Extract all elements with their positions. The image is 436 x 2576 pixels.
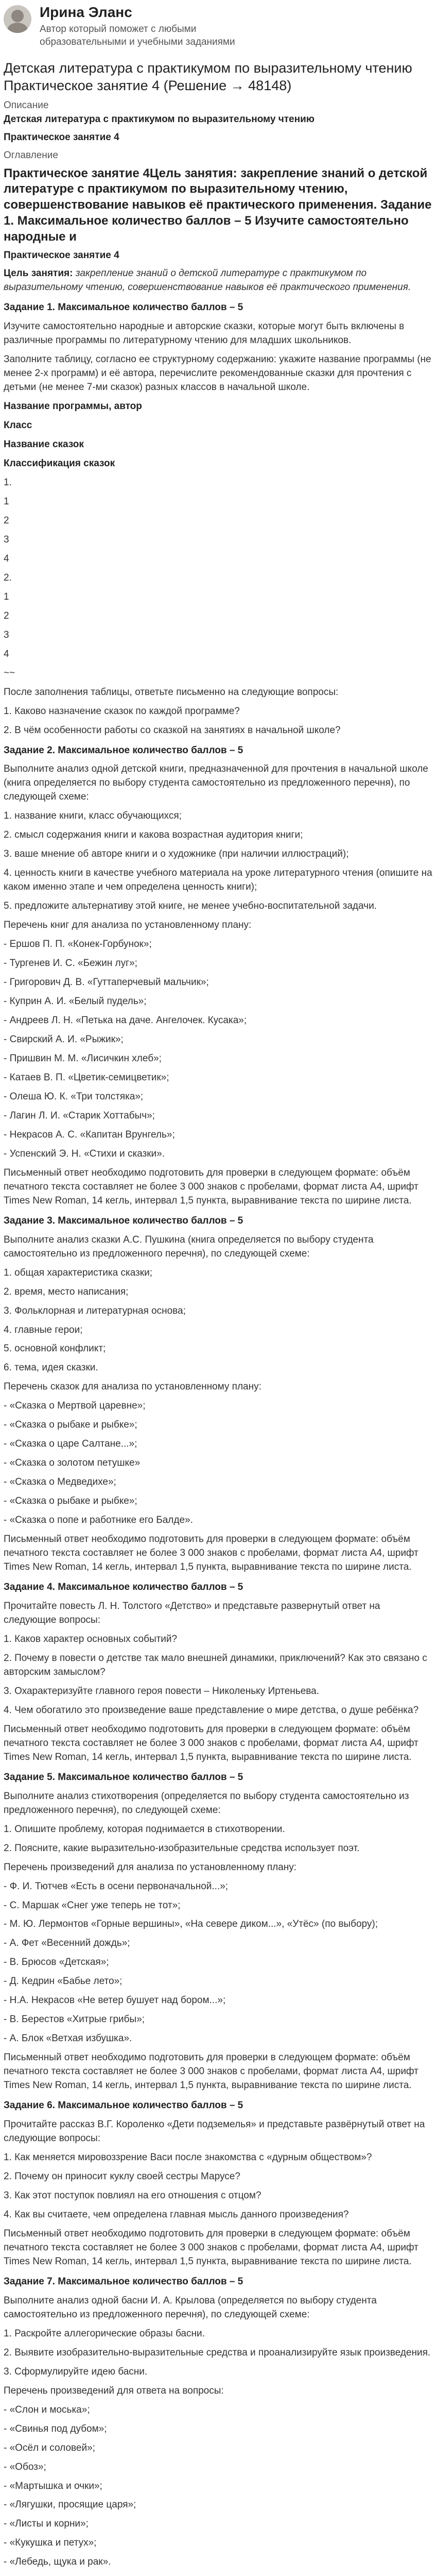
task-heading: Задание 5. Максимальное количество баллов – 5: [4, 1771, 243, 1783]
table-row-number: 3: [4, 629, 9, 640]
paragraph: 2. Почему в повести о детстве так мало внешней динамики, приключений? Как это связано с авторским замыслом?: [4, 1652, 427, 1677]
paragraph: - «Лебедь, щука и рак».: [4, 2556, 111, 2568]
paragraph: 4. Как вы считаете, чем определена главная мысль данного произведения?: [4, 2209, 349, 2220]
paragraph: Письменный ответ необходимо подготовить для проверки в следующем формате: объём печатного текста составляет не более 3 000 знаков с пробелами, формат листа А4, шрифт Times New Roman, 14 кегль, интервал 1,5 пункта, выравнивание текста по ширине листа.: [4, 1167, 418, 1206]
paragraph: - Катаев В. П. «Цветик-семицветик»;: [4, 1072, 169, 1083]
paragraph: Выполните анализ стихотворения (определяется по выбору студента самостоятельно из предложенного перечня), по следующей схеме:: [4, 1790, 409, 1816]
paragraph: - «Обоз»;: [4, 2461, 46, 2472]
table-row-number: 2: [4, 610, 9, 621]
paragraph: - «Осёл и соловей»;: [4, 2442, 95, 2453]
author-name[interactable]: Ирина Эланс: [40, 4, 132, 20]
paragraph: - «Сказка о рыбаке и рыбке»;: [4, 1496, 137, 1507]
task-heading: Задание 3. Максимальное количество баллов – 5: [4, 1215, 243, 1226]
paragraph: 2. Выявите изобразительно-выразительные средства и проанализируйте язык произведения.: [4, 2347, 431, 2358]
paragraph: Прочитайте повесть Л. Н. Толстого «Детство» и представьте развернутый ответ на следующие вопросы:: [4, 1601, 380, 1625]
lesson-title-2: Практическое занятие 4: [4, 250, 119, 261]
paragraph: 5. основной конфликт;: [4, 1343, 106, 1354]
paragraph: 1. Каков характер основных событий?: [4, 1633, 178, 1645]
table-column-label: Классификация сказок: [4, 457, 115, 469]
paragraph: 2. Поясните, какие выразительно-изобразительные средства использует поэт.: [4, 1842, 360, 1854]
paragraph: 3. Как этот поступок повлиял на его отношения с отцом?: [4, 2190, 261, 2201]
paragraph: 3. Сформулируйте идею басни.: [4, 2366, 148, 2377]
table-column-label: Класс: [4, 420, 32, 431]
paragraph: - А. Фет «Весенний дождь»;: [4, 1938, 130, 1949]
document-body: [4, 301, 432, 2576]
paragraph: Перечень произведений для анализа по установленному плану:: [4, 1861, 297, 1873]
paragraph: 1. Как меняется мировоззрение Васи после знакомства с «дурным обществом»?: [4, 2152, 372, 2163]
paragraph: - «Свинья под дубом»;: [4, 2423, 107, 2434]
paragraph: - Н.А. Некрасов «Не ветер бушует над бором...»;: [4, 1995, 226, 2006]
paragraph: - «Сказка о Мертвой царевне»;: [4, 1400, 146, 1412]
paragraph: 3. ваше мнение об авторе книги и о художнике (при наличии иллюстраций);: [4, 849, 349, 860]
paragraph: - Олеша Ю. К. «Три толстяка»;: [4, 1091, 144, 1102]
avatar[interactable]: [4, 5, 31, 33]
paragraph: - Тургенев И. С. «Бежин луг»;: [4, 958, 137, 969]
table-column-label: Название программы, автор: [4, 401, 142, 412]
paragraph: Письменный ответ необходимо подготовить для проверки в следующем формате: объём печатного текста составляет не более 3 000 знаков с пробелами, формат листа А4, шрифт Times New Roman, 14 кегль, интервал 1,5 пункта, выравнивание текста по ширине листа.: [4, 1723, 418, 1762]
goal-label: Цель занятия:: [4, 268, 73, 279]
paragraph: - «Сказка о царе Салтане...»;: [4, 1438, 137, 1450]
table-row-number: 1.: [4, 477, 12, 488]
paragraph: - Куприн А. И. «Белый пудель»;: [4, 996, 147, 1007]
description-label: Описание: [4, 99, 49, 111]
paragraph: 1. Раскройте аллегорические образы басни.: [4, 2328, 205, 2339]
table-row-number: 1: [4, 591, 9, 602]
table-row-number: ~~: [4, 667, 15, 679]
paragraph: После заполнения таблицы, ответьте письменно на следующие вопросы:: [4, 686, 339, 698]
paragraph: - «Сказка о Медведихе»;: [4, 1477, 116, 1488]
paragraph: - Григорович Д. В. «Гуттаперчевый мальчик»;: [4, 977, 209, 988]
subject-title: Детская литература с практикумом по выразительному чтению: [4, 113, 315, 125]
goal-text: закрепление знаний о детской литературе с практикумом по выразительному чтению, совершенствование навыков её практического применения.: [4, 268, 411, 293]
table-column-label: Название сказок: [4, 439, 84, 450]
author-info: [40, 3, 266, 48]
paragraph: Выполните анализ сказки А.С. Пушкина (книга определяется по выбору студента самостоятельно из предложенного перечня), по следующей схеме:: [4, 1234, 374, 1259]
paragraph: 2. смысл содержания книги и какова возрастная аудитория книги;: [4, 829, 303, 841]
paragraph: Перечень сказок для анализа по установленному плану:: [4, 1381, 261, 1393]
author-card[interactable]: [4, 3, 432, 54]
paragraph: - С. Маршак «Снег уже теперь не тот»;: [4, 1900, 181, 1911]
paragraph: Письменный ответ необходимо подготовить для проверки в следующем формате: объём печатного текста составляет не более 3 000 знаков с пробелами, формат листа А4, шрифт Times New Roman, 14 кегль, интервал 1,5 пункта, выравнивание текста по ширине листа.: [4, 1534, 418, 1573]
paragraph: 4. Чем обогатило это произведение ваше представление о мире детства, о душе ребёнка?: [4, 1704, 419, 1716]
paragraph: 1. Опишите проблему, которая поднимается в стихотворении.: [4, 1823, 285, 1835]
paragraph: - Ершов П. П. «Конек-Горбунок»;: [4, 939, 152, 950]
paragraph: Выполните анализ одной детской книги, предназначенной для прочтения в начальной школе (книга определяется по выбору студента самостоятельно из предложенного перечня), по следующей схеме:: [4, 764, 428, 803]
paragraph: - Свирский А. И. «Рыжик»;: [4, 1034, 124, 1045]
paragraph: - Ф. И. Тютчев «Есть в осени первоначальной...»;: [4, 1880, 229, 1892]
paragraph: 1. Каково назначение сказок по каждой программе?: [4, 705, 240, 717]
paragraph: Заполните таблицу, согласно ее структурному содержанию: укажите название программы (не менее 2-х программ) и её автора, перечислите рекомендованные сказки для прочтения с детьми (не менее 7-ми сказок) разных классов в начальной школе.: [4, 354, 431, 393]
paragraph: 3. Фольклорная и литературная основа;: [4, 1305, 186, 1316]
paragraph: Письменный ответ необходимо подготовить для проверки в следующем формате: объём печатного текста составляет не более 3 000 знаков с пробелами, формат листа А4, шрифт Times New Roman, 14 кегль, интервал 1,5 пункта, выравнивание текста по ширине листа.: [4, 2052, 418, 2091]
paragraph: - «Мартышка и очки»;: [4, 2480, 102, 2492]
paragraph: 5. предложите альтернативу этой книге, не менее учебно-воспитательной задачи.: [4, 901, 377, 912]
table-row-number: 2: [4, 515, 9, 526]
paragraph: - Лагин Л. И. «Старик Хоттабыч»;: [4, 1110, 155, 1121]
paragraph: - «Сказка о золотом петушке»: [4, 1458, 141, 1469]
contents-headline: Практическое занятие 4Цель занятия: закрепление знаний о детской литературе с практикумом по выразительному чтению, совершенствование навыков её практического применения. Задание 1. Максимальное количество баллов – 5 Изучите самостоятельно народные и: [4, 166, 432, 244]
paragraph: - М. Ю. Лермонтов «Горные вершины», «На севере диком...», «Утёс» (по выбору);: [4, 1919, 378, 1930]
page-title: Детская литература с практикумом по выразительному чтению Практическое занятие 4 (Решение → 48148): [4, 60, 412, 94]
table-row-number: 3: [4, 534, 9, 545]
paragraph: - «Сказка о попе и работнике его Балде».: [4, 1515, 193, 1526]
paragraph: 2. В чём особенности работы со сказкой на занятиях в начальной школе?: [4, 724, 341, 736]
task-heading: Задание 7. Максимальное количество баллов – 5: [4, 2276, 243, 2287]
paragraph: - Д. Кедрин «Бабье лето»;: [4, 1976, 123, 1987]
table-row-number: 4: [4, 553, 9, 564]
paragraph: - А. Блок «Ветхая избушка».: [4, 2033, 132, 2044]
paragraph: - «Слон и моська»;: [4, 2404, 90, 2415]
paragraph: - Пришвин М. М. «Лисичкин хлеб»;: [4, 1053, 162, 1064]
paragraph: - В. Брюсов «Детская»;: [4, 1957, 109, 1968]
task-heading: Задание 6. Максимальное количество баллов – 5: [4, 2100, 243, 2111]
paragraph: Перечень произведений для ответа на вопросы:: [4, 2385, 224, 2396]
paragraph: - Андреев Л. Н. «Петька на даче. Ангелочек. Кусака»;: [4, 1015, 247, 1026]
contents-label: Оглавление: [4, 149, 58, 161]
paragraph: - «Кукушка и петух»;: [4, 2537, 97, 2549]
table-row-number: 1: [4, 496, 9, 507]
paragraph: 1. название книги, класс обучающихся;: [4, 810, 182, 822]
paragraph: 2. Почему он приносит куклу своей сестры Марусе?: [4, 2171, 240, 2182]
paragraph: - «Сказка о рыбаке и рыбке»;: [4, 1419, 137, 1431]
paragraph: - Успенский Э. Н. «Стихи и сказки».: [4, 1148, 165, 1159]
paragraph: Прочитайте рассказ В.Г. Короленко «Дети подземелья» и представьте развёрнутый ответ на следующие вопросы:: [4, 2119, 425, 2144]
lesson-title: Практическое занятие 4: [4, 131, 119, 143]
paragraph: - Некрасов А. С. «Капитан Врунгель»;: [4, 1129, 175, 1140]
author-description: Автор который поможет с любыми образовательными и учебными заданиями: [40, 24, 235, 47]
table-row-number: 2.: [4, 572, 12, 583]
paragraph: 2. время, место написания;: [4, 1286, 129, 1297]
paragraph: - В. Берестов «Хитрые грибы»;: [4, 2014, 145, 2025]
paragraph: 4. ценность книги в качестве учебного материала на уроке литературного чтения (опишите на каком именно этапе и чем определена ценность книги);: [4, 868, 432, 893]
paragraph: 4. главные герои;: [4, 1324, 83, 1335]
paragraph: - «Листы и корни»;: [4, 2518, 89, 2530]
paragraph: 3. Охарактеризуйте главного героя повести – Николеньку Иртеньева.: [4, 1685, 319, 1697]
task-heading: Задание 4. Максимальное количество баллов – 5: [4, 1582, 243, 1593]
table-row-number: 4: [4, 648, 9, 659]
paragraph: Письменный ответ необходимо подготовить для проверки в следующем формате: объём печатного текста составляет не более 3 000 знаков с пробелами, формат листа А4, шрифт Times New Roman, 14 кегль, интервал 1,5 пункта, выравнивание текста по ширине листа.: [4, 2228, 418, 2267]
task-heading: Задание 1. Максимальное количество баллов – 5: [4, 302, 243, 313]
paragraph: Изучите самостоятельно народные и авторские сказки, которые могут быть включены в различные программы по литературному чтению для младших школьников.: [4, 321, 405, 346]
paragraph: 6. тема, идея сказки.: [4, 1362, 98, 1374]
lesson-goal: [4, 267, 432, 295]
paragraph: - «Лягушки, просящие царя»;: [4, 2499, 136, 2511]
task-heading: Задание 2. Максимальное количество баллов – 5: [4, 744, 243, 756]
paragraph: Перечень книг для анализа по установленному плану:: [4, 920, 252, 931]
paragraph: Выполните анализ одной басни И. А. Крылова (определяется по выбору студента самостоятельно из предложенного перечня), по следующей схеме:: [4, 2295, 377, 2320]
paragraph: 1. общая характеристика сказки;: [4, 1267, 152, 1278]
